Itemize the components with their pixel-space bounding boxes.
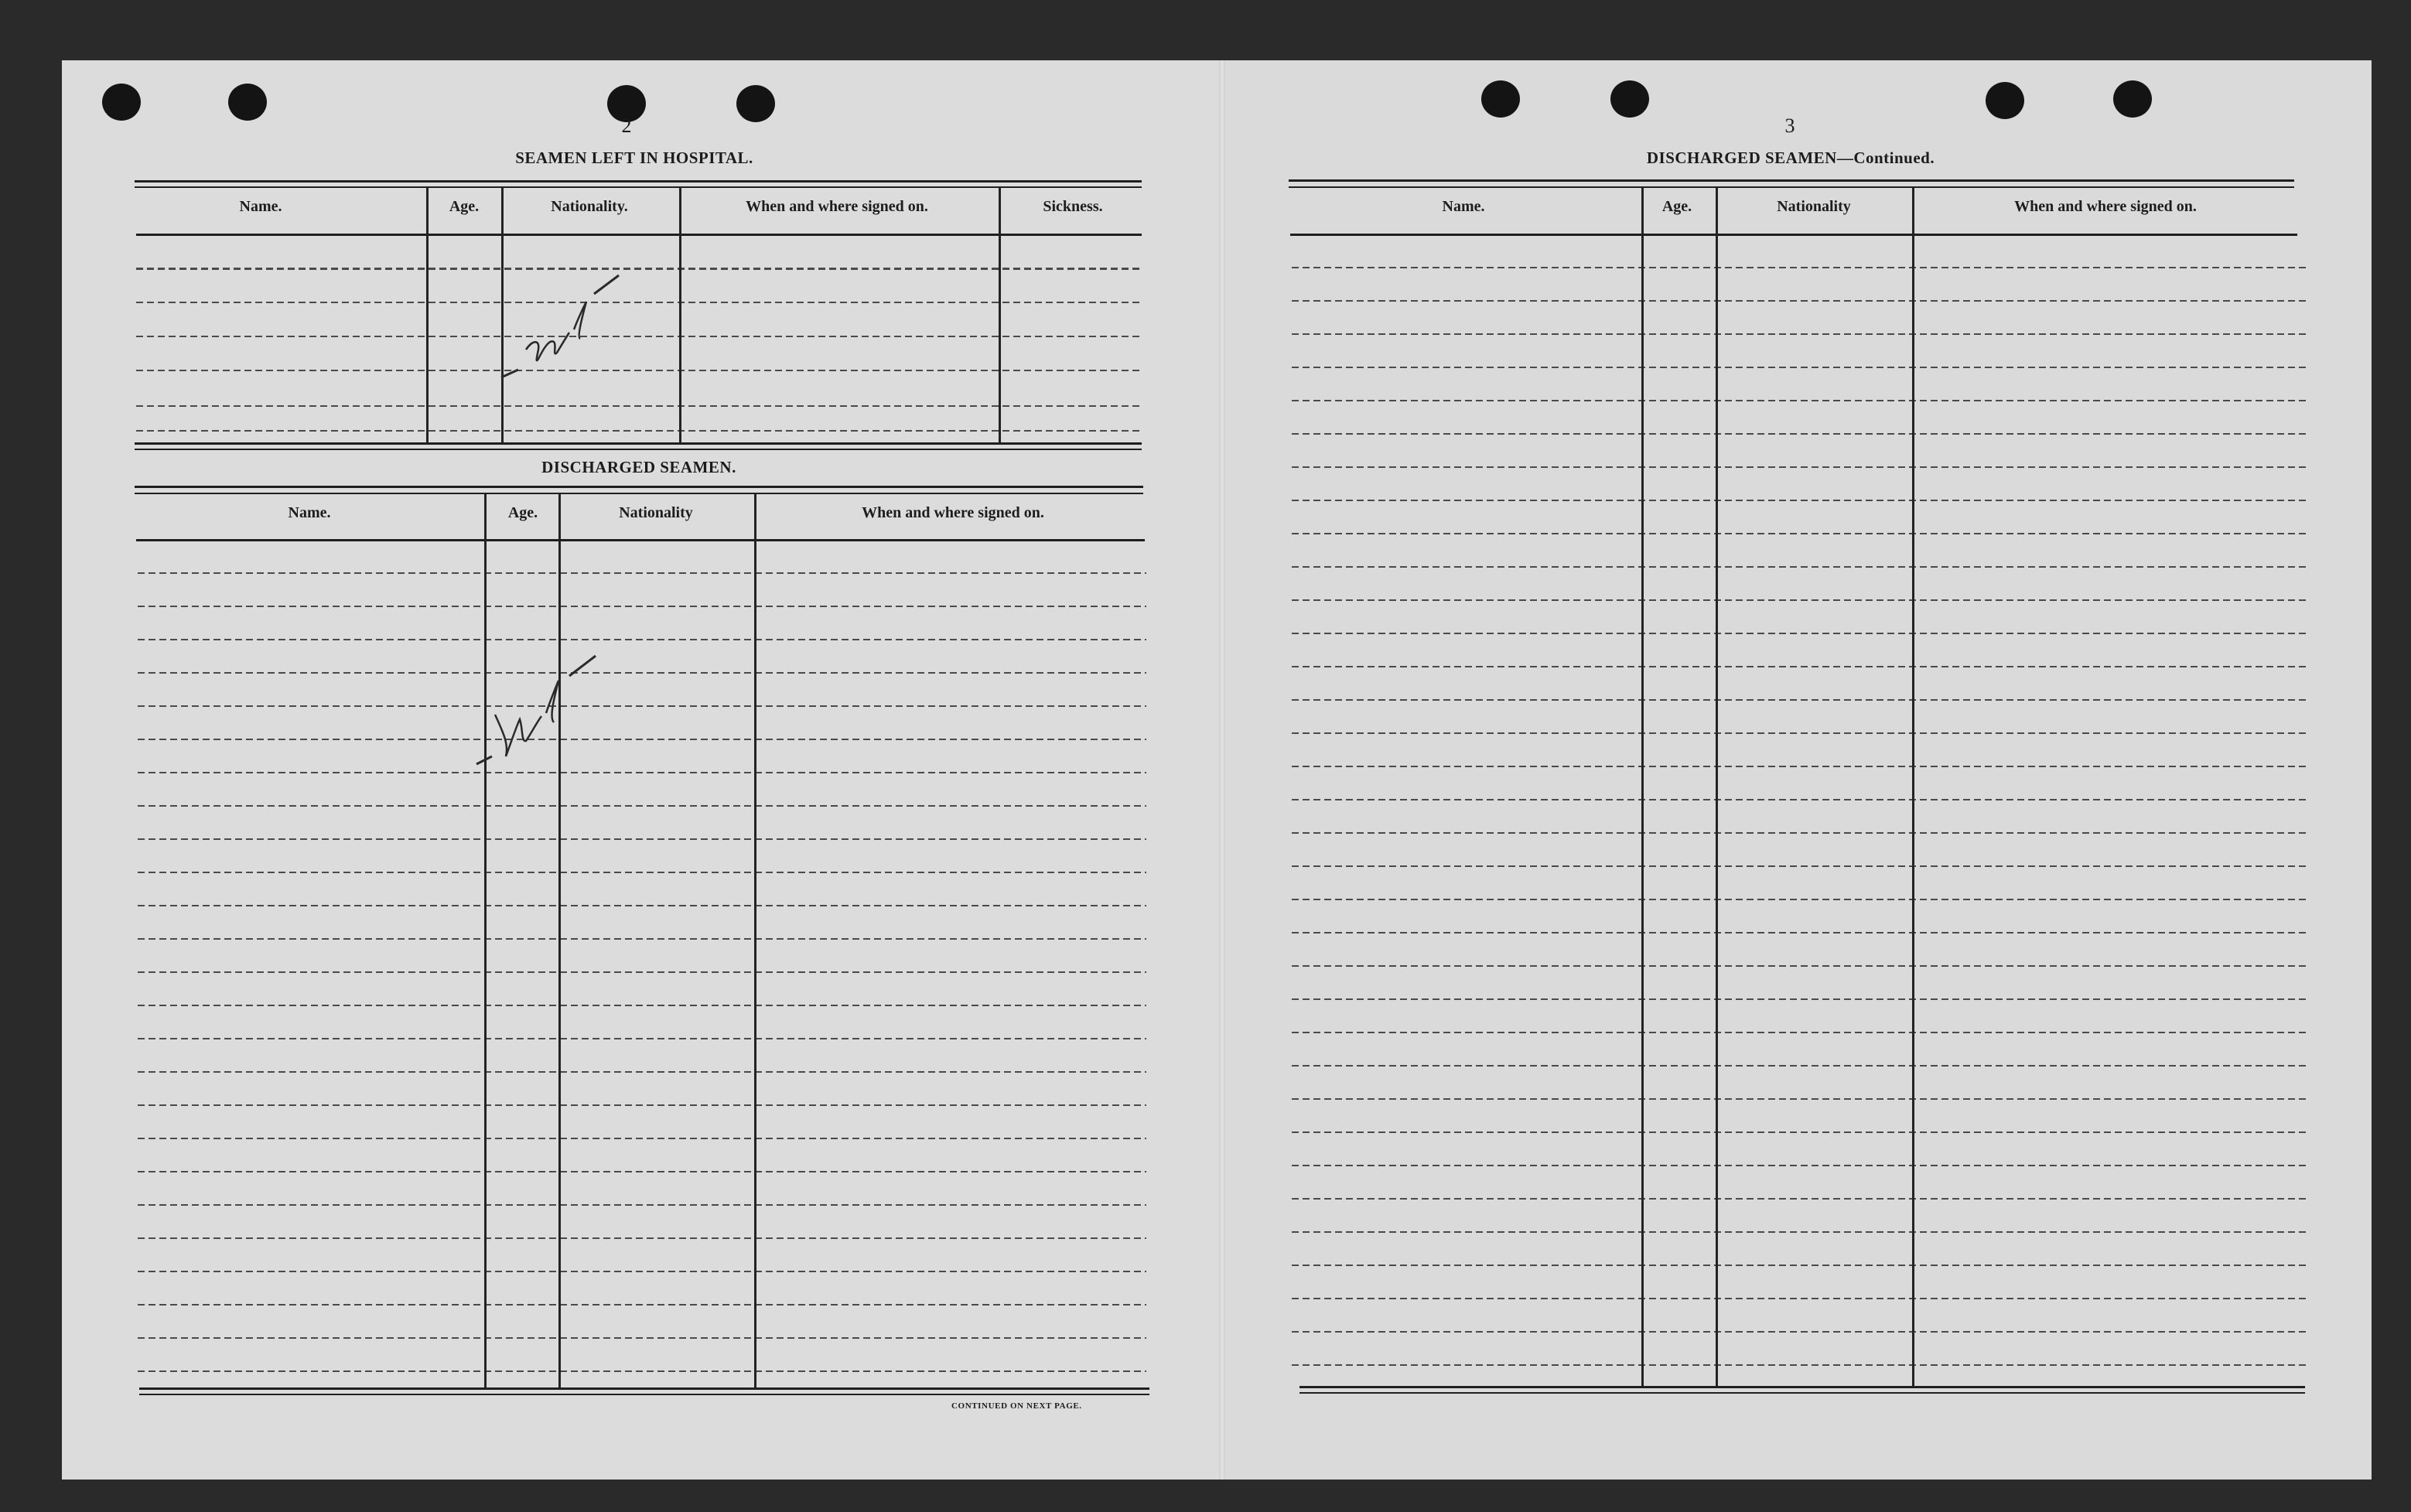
hospital-section-title: SEAMEN LEFT IN HOSPITAL. bbox=[515, 148, 753, 167]
continued-footnote: CONTINUED ON NEXT PAGE. bbox=[951, 1401, 1082, 1411]
punch-hole-icon bbox=[228, 84, 267, 121]
dotted-line bbox=[136, 336, 1142, 337]
punch-hole-icon bbox=[1610, 80, 1649, 118]
punch-hole-icon bbox=[102, 84, 141, 121]
column-divider bbox=[679, 188, 681, 443]
discharged-continued-title: DISCHARGED SEAMEN—Continued. bbox=[1646, 148, 1935, 167]
column-divider bbox=[1716, 188, 1718, 1387]
column-divider bbox=[1912, 188, 1914, 1387]
column-header-name: Name. bbox=[288, 504, 331, 521]
page-number-right: 3 bbox=[1784, 114, 1795, 137]
table-rule bbox=[135, 180, 1142, 183]
column-header-age: Age. bbox=[1661, 198, 1692, 215]
handwritten-nil-mark bbox=[472, 648, 611, 772]
dotted-line bbox=[136, 370, 1142, 371]
handwritten-nil-mark bbox=[495, 263, 634, 387]
dotted-line bbox=[136, 430, 1142, 432]
table-rule bbox=[1289, 179, 2294, 182]
column-header-name: Name. bbox=[1442, 198, 1485, 215]
column-header-nationality: Nationality. bbox=[551, 198, 628, 215]
nil-entry-hospital: nil bbox=[495, 263, 497, 264]
dotted-line bbox=[136, 405, 1142, 407]
table-rule bbox=[135, 486, 1143, 488]
table-rule bbox=[135, 493, 1143, 494]
column-header-signed-on: When and where signed on. bbox=[2014, 198, 2197, 215]
page-number-left: 2 bbox=[621, 114, 632, 137]
table-bottom-rule bbox=[135, 442, 1142, 445]
punch-hole-icon bbox=[736, 85, 775, 122]
column-header-nationality: Nationality bbox=[1777, 198, 1851, 215]
table-bottom-rule bbox=[139, 1387, 1149, 1390]
page-fold bbox=[1219, 60, 1225, 1480]
table-bottom-rule bbox=[1299, 1386, 2305, 1388]
table-bottom-rule bbox=[139, 1394, 1149, 1395]
discharged-section-title: DISCHARGED SEAMEN. bbox=[541, 458, 736, 476]
punch-hole-icon bbox=[2113, 80, 2152, 118]
table-bottom-rule bbox=[135, 449, 1142, 450]
column-header-signed-on: When and where signed on. bbox=[746, 198, 928, 215]
discharged-continued-entry-lines bbox=[1292, 235, 2307, 1380]
column-header-sickness: Sickness. bbox=[1043, 198, 1103, 215]
column-divider bbox=[999, 188, 1001, 443]
dotted-line bbox=[136, 268, 1142, 269]
column-divider bbox=[484, 494, 487, 1387]
column-divider bbox=[1641, 188, 1644, 1387]
table-rule bbox=[135, 186, 1142, 188]
table-rule bbox=[1289, 186, 2294, 188]
column-header-signed-on: When and where signed on. bbox=[862, 504, 1044, 521]
column-header-name: Name. bbox=[239, 198, 282, 215]
column-header-age: Age. bbox=[507, 504, 538, 521]
column-header-age: Age. bbox=[449, 198, 480, 215]
dotted-line bbox=[136, 302, 1142, 303]
column-divider bbox=[558, 494, 561, 1387]
table-bottom-rule bbox=[1299, 1392, 2305, 1394]
punch-hole-icon bbox=[1481, 80, 1520, 118]
column-divider bbox=[426, 188, 429, 443]
discharged-entry-lines bbox=[138, 541, 1146, 1384]
punch-hole-icon bbox=[1986, 82, 2024, 119]
hospital-entry-lines bbox=[136, 234, 1142, 442]
column-divider bbox=[754, 494, 756, 1387]
nil-entry-discharged: nil bbox=[472, 648, 473, 649]
column-header-nationality: Nationality bbox=[619, 504, 693, 521]
